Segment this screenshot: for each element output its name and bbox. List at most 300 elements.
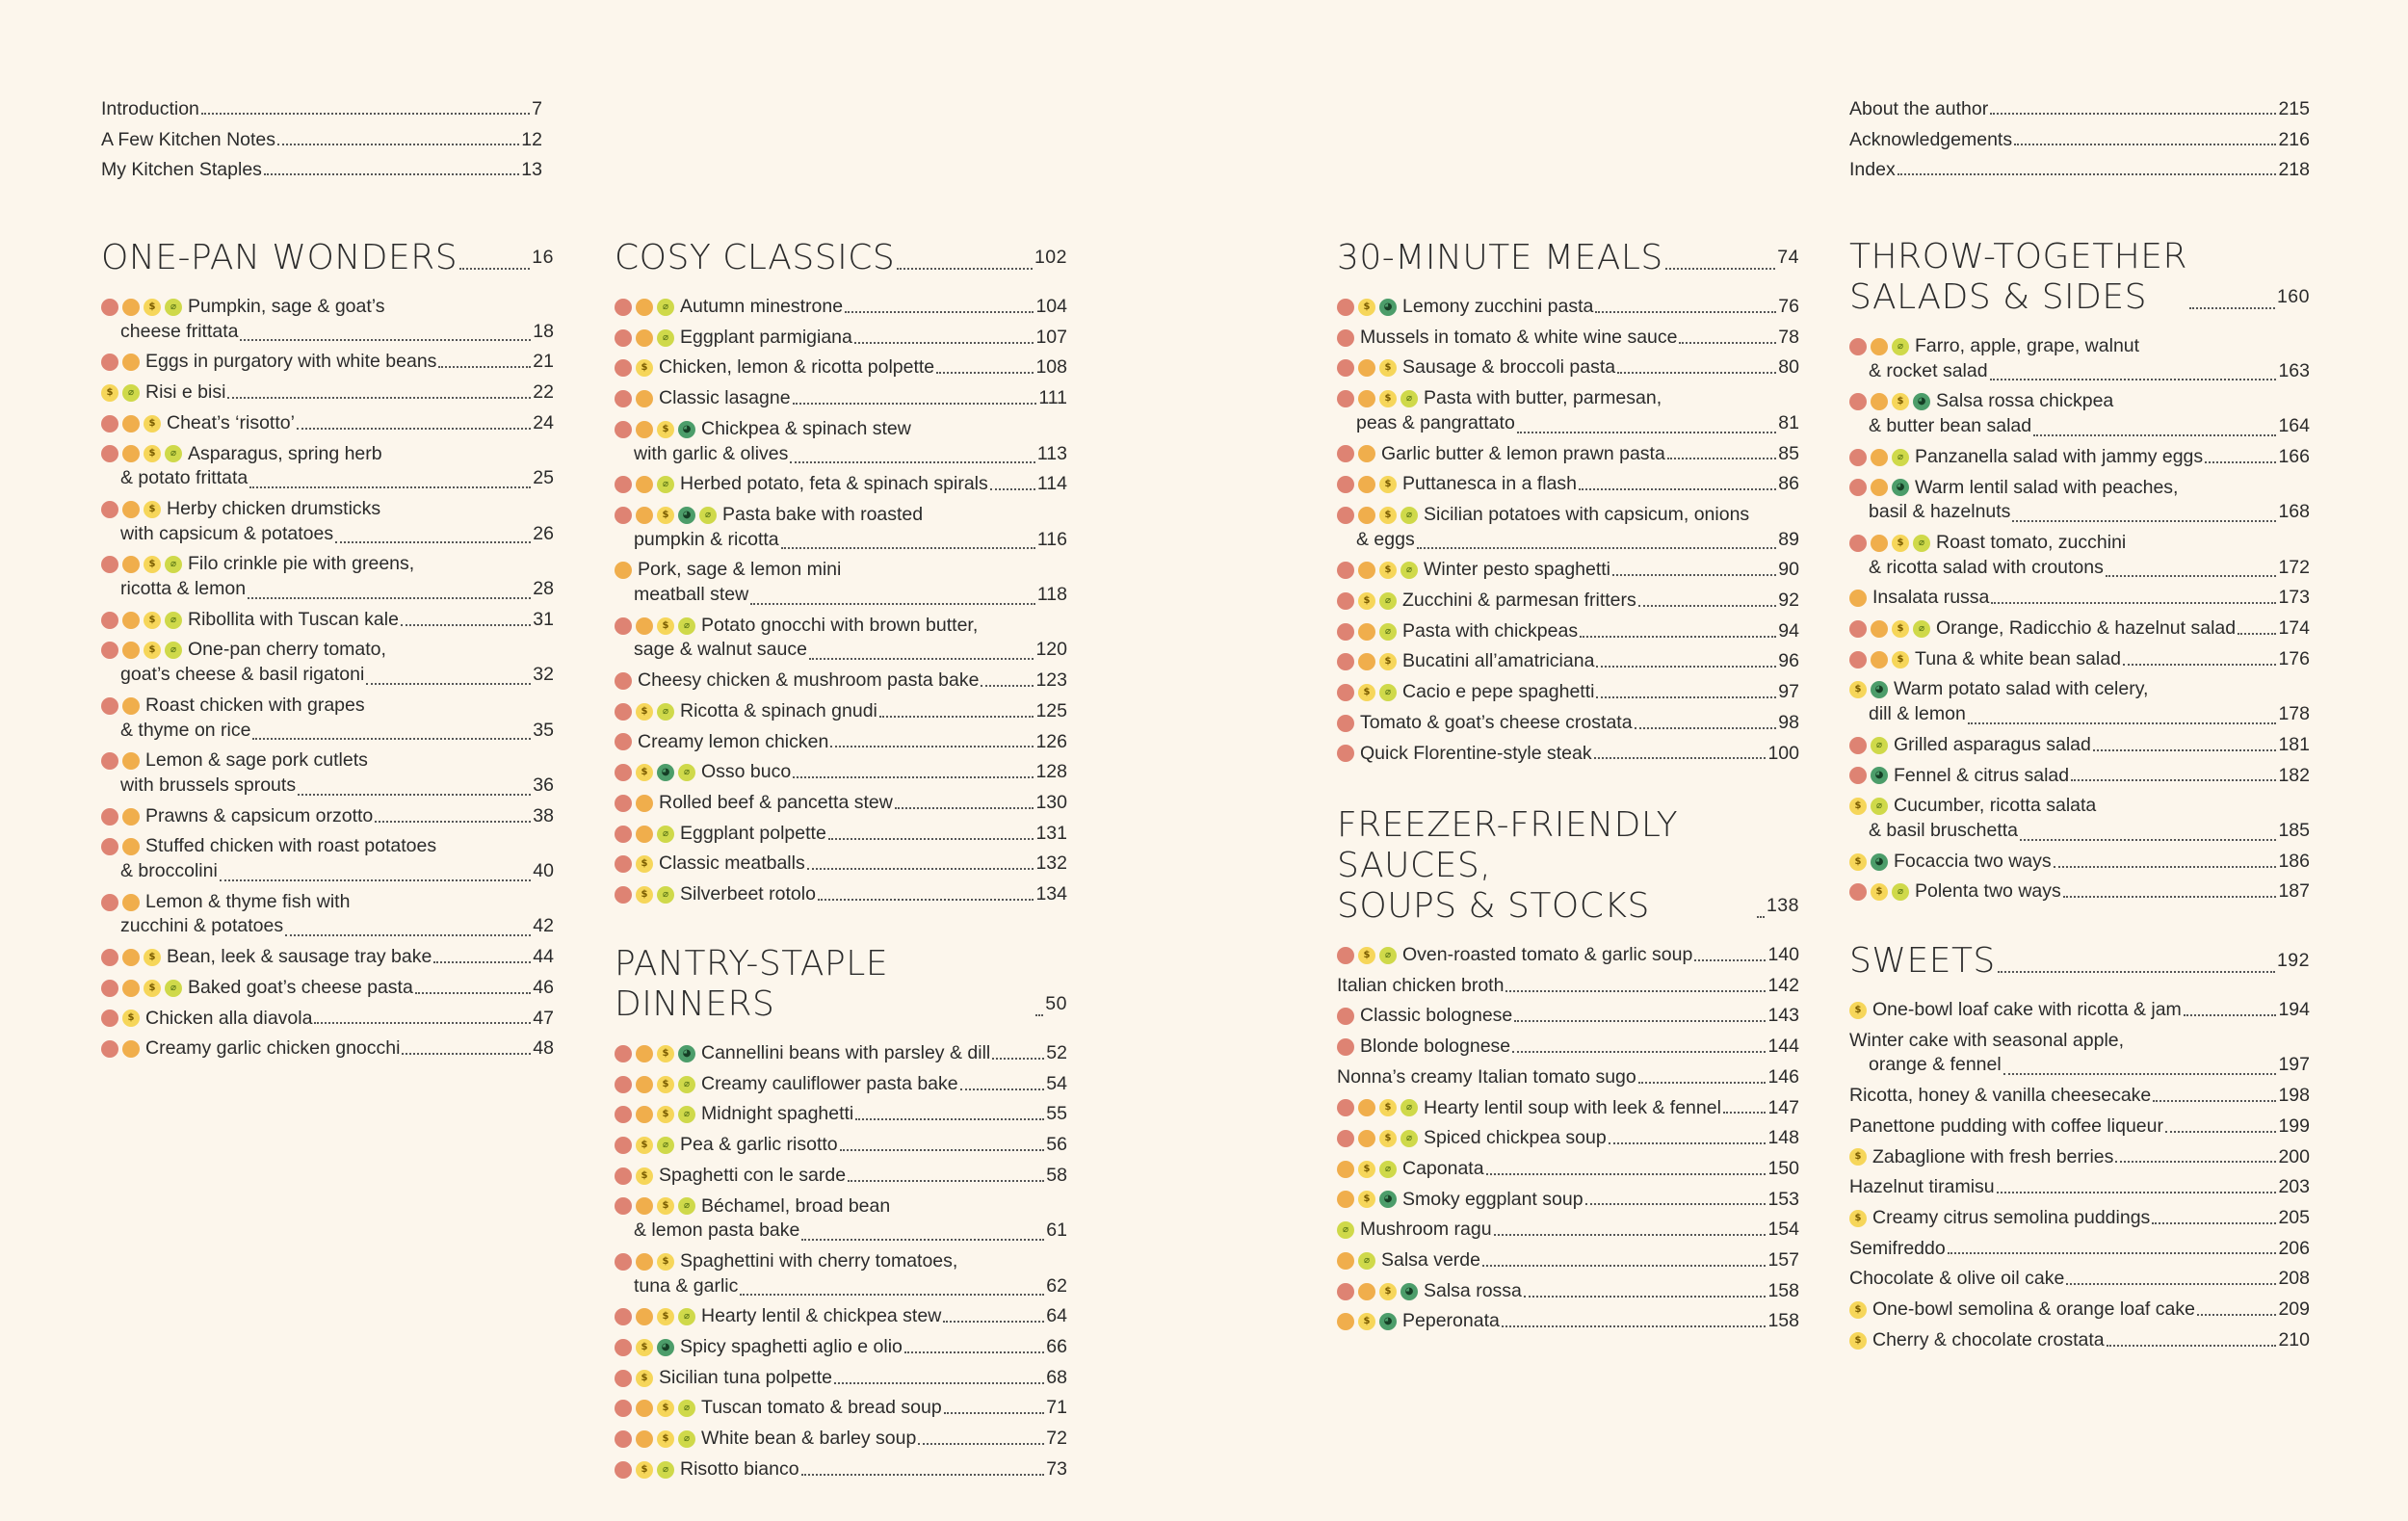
dot-leader	[2012, 520, 2276, 522]
recipe-tags	[1337, 1099, 1418, 1116]
dot-leader	[1948, 1252, 2277, 1254]
recipe-title-cont: & ricotta salad with croutons	[1869, 556, 2104, 578]
budget-icon: $	[636, 855, 653, 873]
page-number: 46	[533, 976, 554, 998]
recipe-entry	[615, 1099, 1067, 1130]
budget-icon: $	[1358, 684, 1375, 701]
recipe-tags	[1849, 737, 1888, 754]
section-title	[1337, 237, 1799, 278]
page-number: 66	[1046, 1336, 1067, 1358]
recipe-entry	[101, 439, 554, 494]
budget-icon: $	[1892, 620, 1909, 638]
page-number: 26	[533, 522, 554, 544]
recipe-line	[615, 1038, 1067, 1069]
meat-icon	[1849, 737, 1867, 754]
recipe-tags	[615, 299, 674, 316]
recipe-title: Potato gnocchi with brown butter,	[701, 614, 979, 636]
dot-leader	[2238, 633, 2276, 635]
dot-leader	[840, 1149, 1045, 1151]
recipe-tags	[101, 1010, 140, 1027]
recipe-tags	[1337, 1252, 1375, 1270]
recipe-line	[1849, 1264, 2310, 1295]
veg-icon: ⌀	[165, 299, 182, 316]
meat-icon	[101, 697, 118, 715]
meat-icon	[615, 507, 632, 524]
veg-icon: ⌀	[678, 1197, 695, 1215]
recipe-entry	[1337, 292, 1799, 323]
dot-leader	[848, 1180, 1044, 1182]
egg-icon	[636, 826, 653, 843]
recipe-title: Farro, apple, grape, walnut	[1915, 335, 2140, 356]
section-title-text: FREEZER-FRIENDLY SAUCES, SOUPS & STOCKS	[1337, 805, 1679, 926]
budget-icon: $	[657, 1430, 674, 1448]
veg-icon: ⌀	[678, 1400, 695, 1417]
recipe-line	[1849, 1295, 2310, 1325]
dot-leader	[1635, 727, 1777, 729]
meat-icon	[1337, 329, 1354, 347]
veg-icon: ⌀	[657, 703, 674, 721]
recipe-tags	[1849, 798, 1888, 815]
recipe-entry	[1337, 940, 1799, 971]
recipe-line	[1337, 323, 1799, 354]
recipe-title: Salsa rossa chickpea	[1936, 390, 2114, 412]
page-number: 80	[1778, 356, 1799, 379]
recipe-title: Roast chicken with grapes	[145, 694, 365, 716]
budget-icon: $	[1892, 651, 1909, 669]
page-number: 172	[2278, 556, 2310, 578]
dot-leader	[960, 1088, 1045, 1090]
recipe-line	[615, 353, 1067, 383]
page-number: 55	[1046, 1103, 1067, 1125]
egg-icon	[1871, 449, 1888, 466]
egg-icon	[1871, 479, 1888, 496]
recipe-entry	[101, 691, 554, 746]
section-freezer-friendly	[1337, 805, 1799, 1337]
recipe-entry	[1337, 971, 1799, 1002]
egg-icon	[636, 795, 653, 812]
dot-leader	[1679, 342, 1776, 344]
recipe-tags	[1337, 684, 1397, 701]
meat-icon	[101, 752, 118, 770]
egg-icon	[1358, 359, 1375, 377]
recipe-tags	[1849, 620, 1930, 638]
recipe-tags	[1849, 449, 1909, 466]
veg-icon: ⌀	[1400, 1099, 1418, 1116]
recipe-title: Eggs in purgatory with white beans	[145, 351, 437, 373]
recipe-tags	[615, 562, 632, 579]
page-number: 182	[2278, 764, 2310, 786]
dot-leader	[2033, 434, 2276, 436]
recipe-tags	[615, 1370, 653, 1387]
meat-icon	[615, 617, 632, 635]
egg-icon	[122, 612, 140, 629]
recipe-entry	[101, 973, 554, 1004]
page-number: 44	[533, 946, 554, 968]
egg-icon	[122, 949, 140, 966]
budget-icon: $	[1849, 798, 1867, 815]
veg-icon: ⌀	[1400, 390, 1418, 407]
recipe-title: Winter pesto spaghetti	[1424, 559, 1611, 581]
page-number: 168	[2278, 501, 2310, 523]
recipe-entry	[615, 727, 1067, 758]
recipe-line	[1337, 940, 1799, 971]
recipe-title: Herby chicken drumsticks	[167, 497, 381, 519]
recipe-entry	[1849, 1081, 2310, 1112]
meat-icon	[615, 826, 632, 843]
dot-leader	[438, 366, 531, 368]
recipe-line	[615, 879, 1067, 910]
recipe-entry	[1337, 1185, 1799, 1216]
recipe-tags	[1849, 479, 1909, 496]
page-number: 81	[1778, 411, 1799, 433]
budget-icon: $	[101, 384, 118, 402]
dot-leader	[830, 746, 1034, 747]
dot-leader	[2189, 307, 2275, 309]
dot-leader	[277, 144, 519, 145]
recipe-title: Classic bolognese	[1360, 1005, 1513, 1027]
recipe-entry	[1849, 644, 2310, 675]
egg-icon	[1871, 651, 1888, 669]
recipe-line	[1337, 1123, 1799, 1154]
veg-icon: ⌀	[678, 1106, 695, 1123]
recipe-entry	[101, 942, 554, 973]
recipe-entry	[101, 549, 554, 604]
recipe-line	[615, 383, 1067, 414]
dot-leader	[904, 1351, 1044, 1353]
meat-icon	[101, 949, 118, 966]
dot-leader	[2123, 664, 2277, 666]
budget-icon: $	[1849, 681, 1867, 698]
recipe-entry	[615, 1424, 1067, 1455]
page-number: 96	[1778, 650, 1799, 672]
page-number: 134	[1035, 883, 1067, 905]
page-number: 18	[533, 320, 554, 342]
budget-icon: $	[636, 1461, 653, 1479]
recipe-line	[615, 1161, 1067, 1192]
recipe-line	[101, 378, 554, 408]
recipe-tags	[615, 1197, 695, 1215]
egg-icon	[1337, 1313, 1354, 1330]
dot-leader	[740, 1294, 1044, 1296]
section-page-number: 192	[2276, 950, 2310, 971]
recipe-title: Creamy garlic chicken gnocchi	[145, 1037, 401, 1060]
page-number: 194	[2278, 999, 2310, 1020]
veg-icon: ⌀	[678, 1308, 695, 1325]
dot-leader	[1694, 959, 1766, 961]
recipe-title: Creamy citrus semolina puddings	[1872, 1206, 2151, 1228]
dot-leader	[366, 683, 531, 685]
meat-icon	[615, 1308, 632, 1325]
recipe-line	[1337, 439, 1799, 470]
page-number: 86	[1778, 473, 1799, 495]
dot-leader	[1517, 432, 1777, 433]
page-number: 36	[533, 774, 554, 796]
recipe-line	[615, 788, 1067, 819]
budget-icon: $	[1849, 1002, 1867, 1019]
veg-icon: ⌀	[657, 299, 674, 316]
recipe-title: Classic meatballs	[659, 852, 805, 875]
meat-icon	[615, 1400, 632, 1417]
egg-icon	[122, 415, 140, 433]
egg-icon	[122, 501, 140, 518]
recipe-tags	[1849, 767, 1888, 784]
recipe-title-cont: cheese frittata	[120, 320, 239, 342]
egg-icon	[636, 1253, 653, 1271]
recipe-tags	[615, 1461, 674, 1479]
meat-icon	[1337, 299, 1354, 316]
dot-leader	[1990, 113, 2276, 115]
vegan-icon: ◕	[1379, 299, 1397, 316]
section-page-number: 74	[1777, 247, 1799, 268]
page-number: 157	[1767, 1249, 1799, 1272]
dot-leader	[855, 1118, 1044, 1120]
vegan-icon: ◕	[678, 1045, 695, 1062]
recipe-title: Cacio e pepe spaghetti	[1402, 681, 1595, 703]
recipe-title: Cherry & chocolate crostata	[1872, 1328, 2105, 1351]
vegan-icon: ◕	[657, 1339, 674, 1356]
recipe-title: Silverbeet rotolo	[680, 883, 816, 905]
dot-leader	[1990, 379, 2277, 380]
egg-icon	[1358, 507, 1375, 524]
recipe-title: Cucumber, ricotta salata	[1894, 795, 2097, 817]
recipe-title: Mussels in tomato & white wine sauce	[1360, 326, 1678, 348]
dot-leader	[1723, 1112, 1767, 1114]
recipe-tags	[1337, 1221, 1354, 1239]
meat-icon	[1337, 745, 1354, 762]
vegan-icon: ◕	[1379, 1191, 1397, 1208]
dot-leader	[415, 992, 531, 994]
recipe-title-cont: & thyme on rice	[120, 719, 251, 741]
dot-leader	[2054, 866, 2277, 868]
dot-leader	[1579, 488, 1776, 490]
veg-icon: ⌀	[1379, 592, 1397, 610]
egg-icon	[1358, 390, 1375, 407]
meat-icon	[101, 501, 118, 518]
meat-icon	[101, 612, 118, 629]
dot-leader	[943, 1321, 1044, 1323]
recipe-entry	[1849, 1325, 2310, 1356]
meat-icon	[1849, 338, 1867, 355]
recipe-tags	[1849, 681, 1888, 698]
recipe-tags	[1337, 745, 1354, 762]
page-number: 78	[1778, 326, 1799, 348]
page-number: 21	[533, 351, 554, 373]
page-number: 73	[1046, 1457, 1067, 1480]
recipe-line	[615, 1424, 1067, 1455]
page-number: 218	[2278, 159, 2310, 181]
section-30-minute-meals	[1337, 237, 1799, 769]
recipe-tags	[101, 445, 182, 462]
dot-leader	[1638, 1082, 1767, 1084]
meat-icon	[615, 299, 632, 316]
recipe-line	[615, 1363, 1067, 1394]
recipe-entry	[101, 1034, 554, 1064]
recipe-entry	[615, 1455, 1067, 1485]
dot-leader	[1898, 173, 2277, 175]
recipe-line	[1849, 730, 2310, 761]
recipe-tags	[1337, 445, 1375, 462]
egg-icon	[1871, 393, 1888, 410]
meat-icon	[101, 445, 118, 462]
meat-icon	[1849, 479, 1867, 496]
section-title-text: ONE-PAN WONDERS	[101, 238, 458, 277]
recipe-line	[1849, 1234, 2310, 1265]
budget-icon: $	[657, 1308, 674, 1325]
page-number: 142	[1767, 974, 1799, 996]
budget-icon: $	[144, 612, 161, 629]
recipe-title-cont: & potato frittata	[120, 467, 249, 489]
recipe-entry	[615, 500, 1067, 555]
page-number: 150	[1767, 1157, 1799, 1179]
meat-icon	[615, 703, 632, 721]
recipe-title: One-bowl semolina & orange loaf cake	[1872, 1298, 2195, 1321]
budget-icon: $	[657, 1045, 674, 1062]
meat-icon	[1337, 359, 1354, 377]
recipe-tags	[1337, 1038, 1354, 1056]
recipe-title: Creamy lemon chicken	[638, 730, 829, 752]
page-number: 197	[2278, 1054, 2310, 1076]
dot-leader	[1417, 547, 1777, 549]
page-number: 186	[2278, 850, 2310, 872]
dot-leader	[2020, 839, 2276, 841]
recipe-line	[1337, 1306, 1799, 1337]
page-number: 215	[2278, 98, 2310, 119]
meat-icon	[101, 838, 118, 855]
recipe-entry	[615, 696, 1067, 727]
recipe-tags	[1849, 1210, 1867, 1227]
recipe-entry	[615, 1069, 1067, 1100]
recipe-tags	[101, 501, 161, 518]
recipe-entry	[1337, 1032, 1799, 1062]
dot-leader	[1595, 311, 1776, 313]
recipe-entry	[101, 347, 554, 378]
meat-icon	[615, 1370, 632, 1387]
page-number: 24	[533, 411, 554, 433]
recipe-title: Polenta two ways	[1915, 880, 2061, 903]
recipe-tags	[1849, 1332, 1867, 1350]
dot-leader	[1665, 268, 1776, 270]
page-number: 148	[1767, 1127, 1799, 1149]
recipe-tags	[1849, 338, 1909, 355]
egg-icon	[1358, 476, 1375, 493]
budget-icon: $	[657, 1076, 674, 1093]
recipe-title: Quick Florentine-style steak	[1360, 742, 1592, 764]
page-number: 38	[533, 804, 554, 826]
recipe-tags	[615, 507, 717, 524]
recipe-entry	[1849, 442, 2310, 473]
recipe-line	[1337, 555, 1799, 586]
recipe-entry	[615, 292, 1067, 323]
recipe-entry	[101, 831, 554, 886]
section-pantry-staple-dinners	[615, 944, 1067, 1485]
recipe-title-cont: & rocket salad	[1869, 359, 1988, 381]
recipe-tags	[1337, 1008, 1354, 1025]
recipe-tags	[1337, 1313, 1397, 1330]
egg-icon	[636, 1106, 653, 1123]
budget-icon: $	[122, 1010, 140, 1027]
recipe-title: Italian chicken broth	[1337, 974, 1505, 996]
toc-entry	[1849, 125, 2310, 156]
section-page-number: 102	[1034, 247, 1067, 268]
meat-icon	[101, 299, 118, 316]
dot-leader	[2107, 1345, 2277, 1347]
recipe-entry	[615, 353, 1067, 383]
egg-icon	[1358, 623, 1375, 641]
section-page-number: 16	[532, 247, 554, 268]
page-number: 64	[1046, 1305, 1067, 1327]
meat-icon	[1337, 1008, 1354, 1025]
recipe-entry	[1337, 1001, 1799, 1032]
recipe-tags	[615, 329, 674, 347]
page-number: 208	[2278, 1268, 2310, 1290]
dot-leader	[1612, 574, 1776, 576]
recipe-tags	[1849, 1148, 1867, 1166]
meat-icon	[1849, 767, 1867, 784]
page-number: 158	[1767, 1310, 1799, 1332]
recipe-title: Eggplant polpette	[680, 822, 826, 844]
budget-icon: $	[1358, 299, 1375, 316]
dot-leader	[1638, 605, 1777, 607]
dot-leader	[314, 1022, 531, 1024]
recipe-title: Hearty lentil & chickpea stew	[701, 1305, 942, 1327]
egg-icon	[122, 354, 140, 371]
page-number: 210	[2278, 1328, 2310, 1351]
budget-icon: $	[657, 421, 674, 438]
recipe-entry	[615, 1130, 1067, 1161]
recipe-tags	[615, 886, 674, 904]
recipe-line	[1337, 646, 1799, 677]
recipe-tags	[615, 1400, 695, 1417]
budget-icon: $	[636, 1167, 653, 1185]
dot-leader	[1594, 757, 1767, 759]
recipe-title: Asparagus, spring herb	[188, 442, 382, 464]
recipe-line	[615, 666, 1067, 696]
recipe-line	[1849, 442, 2310, 473]
meat-icon	[615, 1461, 632, 1479]
page-number: 200	[2278, 1145, 2310, 1167]
egg-icon	[636, 1308, 653, 1325]
egg-icon	[122, 445, 140, 462]
recipe-title: Pea & garlic risotto	[680, 1134, 838, 1156]
recipe-line	[1337, 586, 1799, 616]
meat-icon	[1337, 445, 1354, 462]
meat-icon	[615, 1197, 632, 1215]
meat-icon	[1337, 507, 1354, 524]
egg-icon	[1849, 590, 1867, 607]
section-cosy-classics	[615, 237, 1067, 910]
section-title	[101, 237, 554, 278]
recipe-entry	[1849, 1264, 2310, 1295]
veg-icon: ⌀	[165, 980, 182, 997]
recipe-title: Prawns & capsicum orzotto	[145, 804, 374, 826]
page-number: 181	[2278, 733, 2310, 755]
egg-icon	[1337, 1252, 1354, 1270]
recipe-title-cont: peas & pangrattato	[1356, 411, 1515, 433]
recipe-tags	[101, 808, 140, 826]
recipe-title: Sausage & broccoli pasta	[1402, 356, 1616, 379]
recipe-line	[1849, 1172, 2310, 1203]
back-matter-list	[1849, 94, 2310, 186]
page-number: 131	[1035, 822, 1067, 844]
page-number: 143	[1767, 1005, 1799, 1027]
dot-leader	[1514, 1020, 1766, 1022]
vegan-icon: ◕	[657, 764, 674, 781]
veg-icon: ⌀	[1871, 737, 1888, 754]
recipe-line	[615, 1099, 1067, 1130]
page-number: 164	[2278, 415, 2310, 437]
page-number: 56	[1046, 1134, 1067, 1156]
recipe-tags	[101, 752, 140, 770]
